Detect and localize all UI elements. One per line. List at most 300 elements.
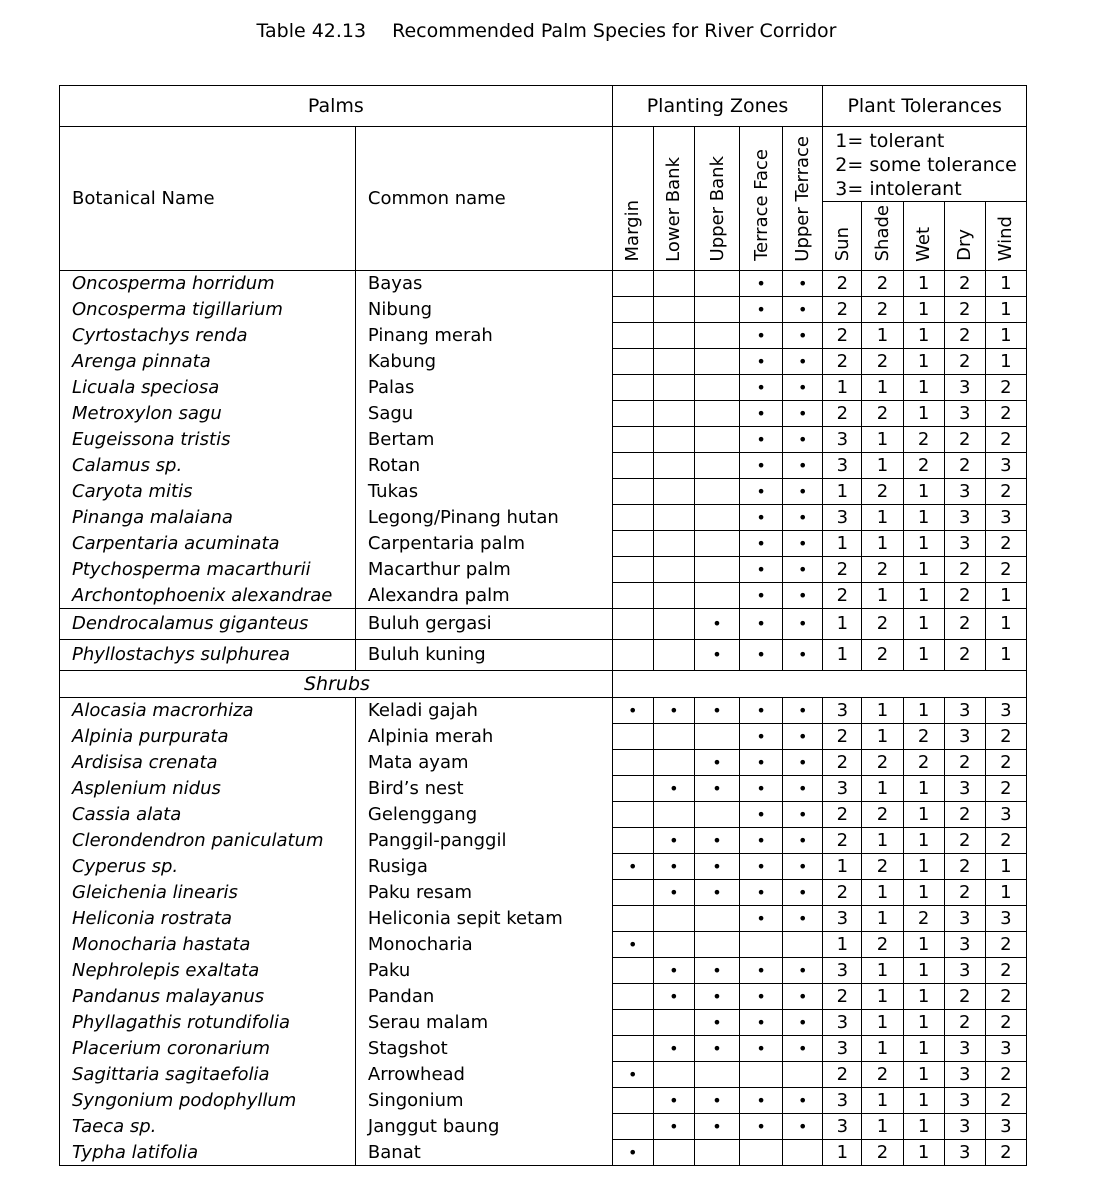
table-row [60,828,1027,854]
column-header-botanical-name: Botanical Name [60,127,356,271]
tolerance-cell-shade: 2 [862,271,903,297]
botanical-name-cell: Monocharia hastata [60,932,356,958]
tolerance-cell-wind: 1 [985,271,1026,297]
zone-cell-terrace-face: • [740,750,783,776]
tolerance-cell-sun: 1 [823,609,862,640]
botanical-name-cell: Caryota mitis [60,479,356,505]
zone-cell-margin [612,375,653,401]
tolerance-key-3: 3= intolerant [835,178,962,200]
tolerance-cell-wet: 1 [903,958,944,984]
tolerance-cell-shade: 2 [862,640,903,671]
tolerance-cell-wind: 3 [985,1114,1026,1140]
common-name-cell: Arrowhead [355,1062,612,1088]
botanical-name-cell: Licuala speciosa [60,375,356,401]
zone-cell-upper-bank: • [694,1036,739,1062]
tolerance-cell-wet: 1 [903,1010,944,1036]
tolerance-cell-wet: 2 [903,750,944,776]
table-caption [0,20,1093,42]
tolerance-cell-shade: 1 [862,531,903,557]
tolerance-cell-wet: 1 [903,776,944,802]
table-row [60,802,1027,828]
tolerance-cell-dry: 3 [944,1088,985,1114]
common-name-cell: Banat [355,1140,612,1166]
zone-cell-lower-bank [653,609,694,640]
zone-cell-lower-bank [653,932,694,958]
tolerance-cell-wet: 1 [903,401,944,427]
zone-cell-upper-bank: • [694,958,739,984]
tolerance-cell-wind: 2 [985,1088,1026,1114]
tolerance-cell-wind: 2 [985,1010,1026,1036]
table-row [60,932,1027,958]
zone-cell-upper-bank [694,297,739,323]
botanical-name-cell: Dendrocalamus giganteus [60,609,356,640]
table-row [60,1140,1027,1166]
tolerance-cell-shade: 1 [862,453,903,479]
tolerance-cell-wet: 1 [903,640,944,671]
zone-cell-margin [612,323,653,349]
tolerance-cell-dry: 2 [944,984,985,1010]
tolerance-cell-sun: 1 [823,854,862,880]
zone-cell-upper-bank [694,427,739,453]
tolerance-cell-wind: 2 [985,375,1026,401]
tolerance-cell-dry: 2 [944,1010,985,1036]
tolerance-cell-wind: 3 [985,698,1026,724]
tolerance-cell-wind: 2 [985,776,1026,802]
column-header-lower-bank: Lower Bank [653,127,694,271]
tolerance-cell-dry: 2 [944,271,985,297]
zone-cell-upper-terrace: • [783,724,823,750]
zone-cell-margin [612,640,653,671]
zone-cell-margin [612,1114,653,1140]
zone-cell-margin [612,479,653,505]
tolerance-cell-shade: 2 [862,750,903,776]
zone-cell-upper-terrace: • [783,640,823,671]
zone-cell-margin [612,750,653,776]
common-name-cell: Stagshot [355,1036,612,1062]
column-header-terrace-face: Terrace Face [740,127,783,271]
zone-cell-margin: • [612,1140,653,1166]
tolerance-cell-dry: 2 [944,640,985,671]
zone-cell-lower-bank: • [653,958,694,984]
table-row [60,750,1027,776]
zone-cell-terrace-face: • [740,776,783,802]
zone-cell-margin: • [612,854,653,880]
botanical-name-cell: Pinanga malaiana [60,505,356,531]
zone-cell-terrace-face: • [740,297,783,323]
table-row [60,1114,1027,1140]
zone-cell-upper-terrace: • [783,958,823,984]
common-name-cell: Alexandra palm [355,583,612,609]
tolerance-cell-dry: 2 [944,349,985,375]
zone-cell-terrace-face: • [740,828,783,854]
botanical-name-cell: Cyrtostachys renda [60,323,356,349]
zone-cell-terrace-face: • [740,427,783,453]
zone-cell-upper-bank: • [694,776,739,802]
palm-species-table [59,85,1027,1166]
zone-cell-upper-terrace [783,1140,823,1166]
zone-cell-upper-terrace: • [783,583,823,609]
zone-cell-upper-bank: • [694,1010,739,1036]
tolerance-cell-shade: 2 [862,932,903,958]
tolerance-cell-shade: 1 [862,1114,903,1140]
zone-cell-upper-terrace: • [783,427,823,453]
table-body [60,271,1027,1166]
tolerance-cell-sun: 1 [823,932,862,958]
zone-cell-upper-terrace: • [783,271,823,297]
zone-cell-terrace-face: • [740,724,783,750]
table-row [60,505,1027,531]
zone-cell-upper-bank: • [694,1114,739,1140]
tolerance-cell-wind: 1 [985,609,1026,640]
common-name-cell: Keladi gajah [355,698,612,724]
botanical-name-cell: Carpentaria acuminata [60,531,356,557]
tolerance-cell-wet: 1 [903,349,944,375]
common-name-cell: Alpinia merah [355,724,612,750]
zone-cell-margin [612,958,653,984]
zone-cell-terrace-face [740,932,783,958]
zone-cell-terrace-face: • [740,557,783,583]
tolerance-cell-wind: 2 [985,479,1026,505]
zone-cell-upper-terrace: • [783,880,823,906]
tolerance-cell-dry: 2 [944,583,985,609]
tolerance-cell-wet: 1 [903,505,944,531]
tolerance-cell-dry: 3 [944,724,985,750]
tolerance-cell-wet: 1 [903,1114,944,1140]
tolerance-key-2: 2= some tolerance [835,154,1017,176]
common-name-cell: Janggut baung [355,1114,612,1140]
tolerance-cell-dry: 2 [944,802,985,828]
zone-cell-margin [612,349,653,375]
zone-cell-upper-terrace: • [783,1036,823,1062]
tolerance-cell-wind: 2 [985,932,1026,958]
tolerance-cell-sun: 3 [823,427,862,453]
zone-cell-lower-bank [653,557,694,583]
zone-cell-margin [612,1036,653,1062]
botanical-name-cell: Archontophoenix alexandrae [60,583,356,609]
botanical-name-cell: Alpinia purpurata [60,724,356,750]
tolerance-cell-sun: 3 [823,505,862,531]
tolerance-cell-shade: 2 [862,557,903,583]
zone-cell-upper-bank [694,724,739,750]
table-row [60,323,1027,349]
common-name-cell: Panggil-panggil [355,828,612,854]
zone-cell-lower-bank [653,531,694,557]
zone-cell-lower-bank: • [653,880,694,906]
tolerance-cell-shade: 2 [862,479,903,505]
zone-cell-lower-bank: • [653,828,694,854]
zone-cell-terrace-face: • [740,531,783,557]
table-row [60,880,1027,906]
table-row [60,698,1027,724]
tolerance-cell-sun: 2 [823,880,862,906]
tolerance-cell-sun: 2 [823,802,862,828]
common-name-cell: Monocharia [355,932,612,958]
zone-cell-margin [612,609,653,640]
tolerance-cell-shade: 2 [862,349,903,375]
botanical-name-cell: Sagittaria sagitaefolia [60,1062,356,1088]
zone-cell-lower-bank [653,453,694,479]
tolerance-cell-sun: 3 [823,1088,862,1114]
zone-cell-lower-bank [653,1062,694,1088]
zone-cell-margin [612,583,653,609]
tolerance-cell-shade: 2 [862,1140,903,1166]
botanical-name-cell: Clerondendron paniculatum [60,828,356,854]
zone-cell-margin [612,531,653,557]
tolerance-cell-wind: 1 [985,854,1026,880]
zone-cell-terrace-face: • [740,958,783,984]
botanical-name-cell: Oncosperma horridum [60,271,356,297]
zone-cell-margin: • [612,698,653,724]
tolerance-cell-wind: 1 [985,880,1026,906]
group-header-planting-zones: Planting Zones [612,86,823,127]
zone-cell-lower-bank [653,640,694,671]
tolerance-cell-dry: 2 [944,297,985,323]
zone-cell-margin [612,984,653,1010]
section-row [60,671,1027,698]
zone-cell-margin [612,802,653,828]
zone-cell-upper-terrace: • [783,854,823,880]
zone-cell-upper-bank [694,1140,739,1166]
tolerance-cell-dry: 3 [944,1062,985,1088]
tolerance-cell-wind: 1 [985,297,1026,323]
common-name-cell: Bertam [355,427,612,453]
table-row [60,1088,1027,1114]
tolerance-cell-wet: 1 [903,698,944,724]
zone-cell-terrace-face: • [740,505,783,531]
zone-cell-terrace-face: • [740,698,783,724]
common-name-cell: Pandan [355,984,612,1010]
tolerance-cell-sun: 2 [823,750,862,776]
tolerance-cell-wet: 1 [903,932,944,958]
botanical-name-cell: Arenga pinnata [60,349,356,375]
zone-cell-lower-bank: • [653,1114,694,1140]
zone-cell-lower-bank [653,505,694,531]
zone-cell-upper-terrace: • [783,698,823,724]
tolerance-cell-wind: 2 [985,531,1026,557]
zone-cell-upper-terrace: • [783,375,823,401]
tolerance-cell-shade: 1 [862,724,903,750]
botanical-name-cell: Oncosperma tigillarium [60,297,356,323]
zone-cell-lower-bank: • [653,984,694,1010]
zone-cell-lower-bank [653,323,694,349]
botanical-name-cell: Metroxylon sagu [60,401,356,427]
table-row [60,427,1027,453]
tolerance-cell-shade: 1 [862,984,903,1010]
tolerance-cell-dry: 3 [944,932,985,958]
tolerance-cell-wet: 1 [903,854,944,880]
tolerance-cell-dry: 2 [944,750,985,776]
zone-cell-terrace-face: • [740,609,783,640]
common-name-cell: Tukas [355,479,612,505]
zone-cell-terrace-face: • [740,349,783,375]
tolerance-cell-dry: 2 [944,323,985,349]
tolerance-cell-wind: 1 [985,583,1026,609]
tolerance-cell-wet: 1 [903,375,944,401]
common-name-cell: Macarthur palm [355,557,612,583]
zone-cell-margin [612,880,653,906]
tolerance-cell-shade: 2 [862,609,903,640]
tolerance-cell-wet: 1 [903,880,944,906]
table-row [60,724,1027,750]
tolerance-cell-shade: 1 [862,1010,903,1036]
tolerance-cell-dry: 3 [944,698,985,724]
tolerance-cell-dry: 3 [944,531,985,557]
table-row [60,609,1027,640]
column-header-margin: Margin [612,127,653,271]
botanical-name-cell: Calamus sp. [60,453,356,479]
common-name-cell: Palas [355,375,612,401]
tolerance-cell-sun: 2 [823,724,862,750]
common-name-cell: Paku resam [355,880,612,906]
table-row [60,640,1027,671]
tolerance-cell-sun: 3 [823,776,862,802]
zone-cell-terrace-face: • [740,583,783,609]
tolerance-cell-wet: 1 [903,984,944,1010]
section-label: Shrubs [60,671,613,698]
tolerance-cell-sun: 2 [823,583,862,609]
tolerance-cell-wet: 2 [903,906,944,932]
tolerance-cell-dry: 2 [944,609,985,640]
zone-cell-upper-bank: • [694,640,739,671]
zone-cell-upper-terrace: • [783,802,823,828]
column-header-wind: Wind [985,202,1026,271]
column-header-sun: Sun [823,202,862,271]
zone-cell-upper-terrace: • [783,401,823,427]
tolerance-cell-wet: 1 [903,1088,944,1114]
tolerance-cell-wet: 1 [903,557,944,583]
tolerance-cell-shade: 1 [862,375,903,401]
zone-cell-lower-bank [653,583,694,609]
tolerance-cell-sun: 2 [823,297,862,323]
botanical-name-cell: Nephrolepis exaltata [60,958,356,984]
table-row [60,479,1027,505]
common-name-cell: Rotan [355,453,612,479]
table-row [60,401,1027,427]
zone-cell-upper-terrace: • [783,609,823,640]
tolerance-cell-wet: 1 [903,1062,944,1088]
botanical-name-cell: Ptychosperma macarthurii [60,557,356,583]
zone-cell-terrace-face: • [740,1088,783,1114]
zone-cell-upper-bank: • [694,609,739,640]
common-name-cell: Rusiga [355,854,612,880]
tolerance-cell-shade: 1 [862,698,903,724]
common-name-cell: Pinang merah [355,323,612,349]
tolerance-cell-sun: 3 [823,698,862,724]
zone-cell-terrace-face: • [740,1114,783,1140]
tolerance-cell-wind: 3 [985,453,1026,479]
zone-cell-terrace-face: • [740,271,783,297]
tolerance-cell-wind: 3 [985,802,1026,828]
zone-cell-lower-bank: • [653,1036,694,1062]
zone-cell-upper-bank [694,479,739,505]
tolerance-cell-wind: 2 [985,1062,1026,1088]
zone-cell-margin [612,828,653,854]
tolerance-cell-dry: 2 [944,453,985,479]
zone-cell-upper-terrace: • [783,557,823,583]
tolerance-cell-shade: 1 [862,1088,903,1114]
common-name-cell: Carpentaria palm [355,531,612,557]
tolerance-cell-wet: 1 [903,323,944,349]
zone-cell-margin [612,724,653,750]
tolerance-cell-sun: 1 [823,531,862,557]
zone-cell-lower-bank [653,802,694,828]
tolerance-cell-shade: 1 [862,776,903,802]
tolerance-cell-wet: 1 [903,479,944,505]
zone-cell-lower-bank [653,349,694,375]
zone-cell-upper-bank [694,505,739,531]
tolerance-cell-wind: 3 [985,1036,1026,1062]
tolerance-cell-shade: 1 [862,583,903,609]
zone-cell-terrace-face: • [740,906,783,932]
tolerance-cell-shade: 2 [862,297,903,323]
tolerance-cell-sun: 2 [823,401,862,427]
common-name-cell: Sagu [355,401,612,427]
zone-cell-upper-bank: • [694,828,739,854]
table-row [60,906,1027,932]
tolerance-key [823,127,1027,202]
tolerance-cell-sun: 3 [823,906,862,932]
tolerance-cell-sun: 3 [823,958,862,984]
tolerance-cell-dry: 2 [944,828,985,854]
zone-cell-margin: • [612,932,653,958]
zone-cell-margin [612,401,653,427]
zone-cell-lower-bank [653,1010,694,1036]
zone-cell-upper-bank [694,906,739,932]
zone-cell-terrace-face: • [740,880,783,906]
common-name-cell: Bird’s nest [355,776,612,802]
common-name-cell: Kabung [355,349,612,375]
table-row [60,583,1027,609]
zone-cell-upper-terrace [783,1062,823,1088]
zone-cell-lower-bank [653,297,694,323]
common-name-cell: Singonium [355,1088,612,1114]
tolerance-cell-sun: 3 [823,1010,862,1036]
zone-cell-upper-bank: • [694,854,739,880]
tolerance-cell-dry: 3 [944,479,985,505]
column-header-upper-bank: Upper Bank [694,127,739,271]
botanical-name-cell: Asplenium nidus [60,776,356,802]
zone-cell-upper-terrace: • [783,479,823,505]
botanical-name-cell: Taeca sp. [60,1114,356,1140]
table-row [60,958,1027,984]
tolerance-cell-wind: 1 [985,323,1026,349]
botanical-name-cell: Gleichenia linearis [60,880,356,906]
column-header-upper-terrace: Upper Terrace [783,127,823,271]
zone-cell-upper-terrace [783,932,823,958]
zone-cell-upper-terrace: • [783,1088,823,1114]
common-name-cell: Buluh kuning [355,640,612,671]
table-row [60,297,1027,323]
botanical-name-cell: Heliconia rostrata [60,906,356,932]
tolerance-cell-sun: 1 [823,479,862,505]
zone-cell-margin [612,906,653,932]
column-header-shade: Shade [862,202,903,271]
zone-cell-margin [612,557,653,583]
zone-cell-terrace-face [740,1140,783,1166]
common-name-cell: Gelenggang [355,802,612,828]
table-row [60,453,1027,479]
zone-cell-lower-bank [653,1140,694,1166]
zone-cell-terrace-face: • [740,802,783,828]
tolerance-cell-shade: 1 [862,828,903,854]
common-name-cell: Nibung [355,297,612,323]
tolerance-cell-shade: 1 [862,323,903,349]
tolerance-cell-wet: 1 [903,297,944,323]
zone-cell-upper-bank: • [694,698,739,724]
botanical-name-cell: Syngonium podophyllum [60,1088,356,1114]
zone-cell-upper-bank [694,583,739,609]
tolerance-cell-wet: 1 [903,1036,944,1062]
